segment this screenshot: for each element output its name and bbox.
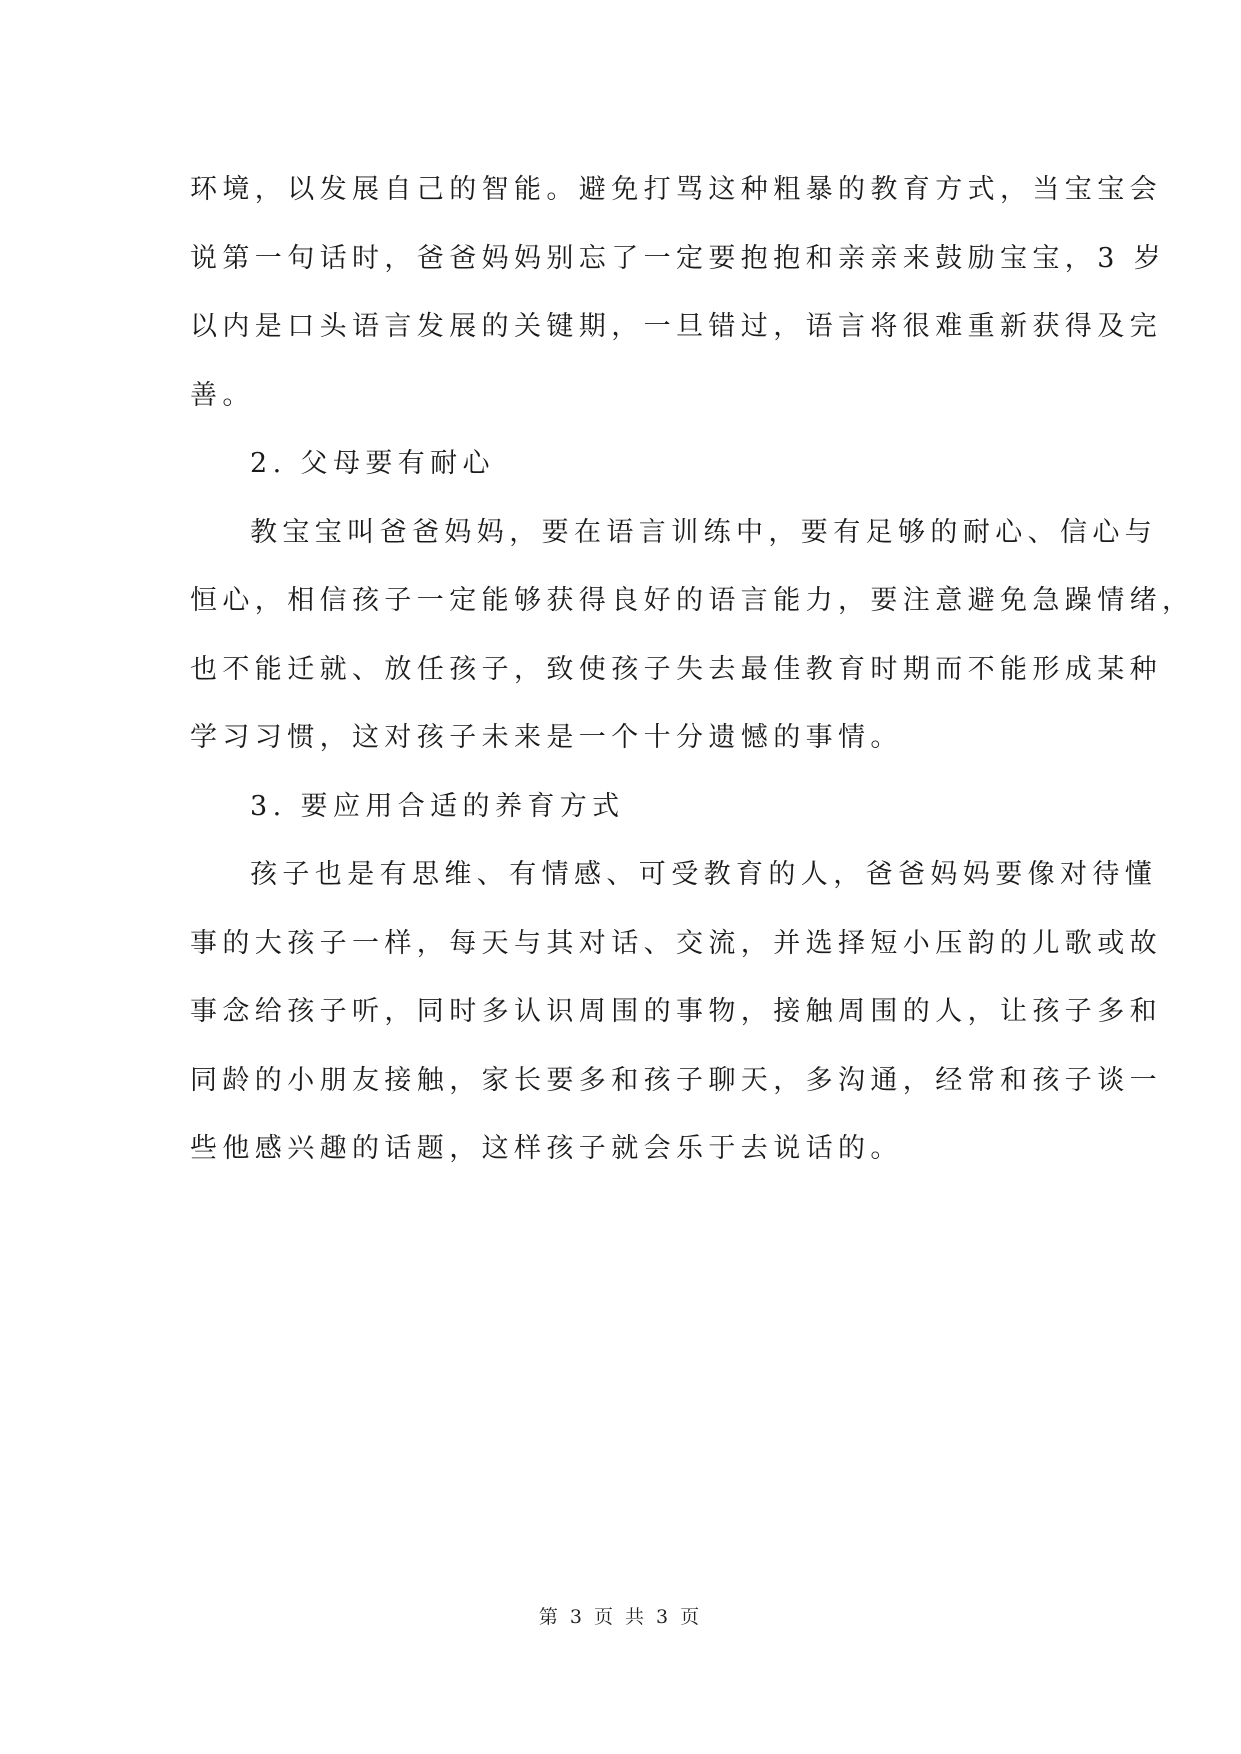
text-line: 也不能迁就、放任孩子，致使孩子失去最佳教育时期而不能形成某种: [190, 653, 1162, 685]
text-line: 恒心，相信孩子一定能够获得良好的语言能力，要注意避免急躁情绪，: [190, 585, 1195, 616]
heading-text: 2. 父母要有耐心: [250, 448, 495, 479]
section-heading-3: [190, 773, 1052, 842]
text-line: 同龄的小朋友接触，家长要多和孩子聊天，多沟通，经常和孩子谈一: [190, 1064, 1162, 1096]
document-body: [190, 156, 1195, 1184]
text-line: 事的大孩子一样，每天与其对话、交流，并选择短小压韵的儿歌或故: [190, 927, 1162, 959]
paragraph-parenting-method: [190, 841, 1162, 1184]
section-heading-2: [190, 430, 1052, 499]
paragraph-continuation: [190, 156, 1167, 430]
text-line: 善。: [190, 379, 255, 411]
text-line: 事念给孩子听，同时多认识周围的事物，接触周围的人，让孩子多和: [190, 996, 1162, 1027]
text-line: 些他感兴趣的话题，这样孩子就会乐于去说话的。: [190, 1133, 903, 1164]
text-line: 孩子也是有思维、有情感、可受教育的人，爸爸妈妈要像对待懂: [250, 859, 1158, 890]
text-line: 学习习惯，这对孩子未来是一个十分遗憾的事情。: [190, 722, 903, 753]
text-line: 以内是口头语言发展的关键期，一旦错过，语言将很难重新获得及完: [190, 311, 1162, 342]
text-line: 环境，以发展自己的智能。避免打骂这种粗暴的教育方式，当宝宝会: [190, 174, 1162, 205]
text-line: 教宝宝叫爸爸妈妈，要在语言训练中，要有足够的耐心、信心与: [250, 516, 1158, 548]
text-line: 说第一句话时，爸爸妈妈别忘了一定要抱抱和亲亲来鼓励宝宝，3 岁: [190, 242, 1167, 274]
paragraph-patience: [190, 499, 1195, 773]
heading-text: 3. 要应用合适的养育方式: [250, 790, 625, 822]
page-number: 第 3 页 共 3 页: [538, 1606, 703, 1628]
page-footer: [0, 1602, 1241, 1629]
